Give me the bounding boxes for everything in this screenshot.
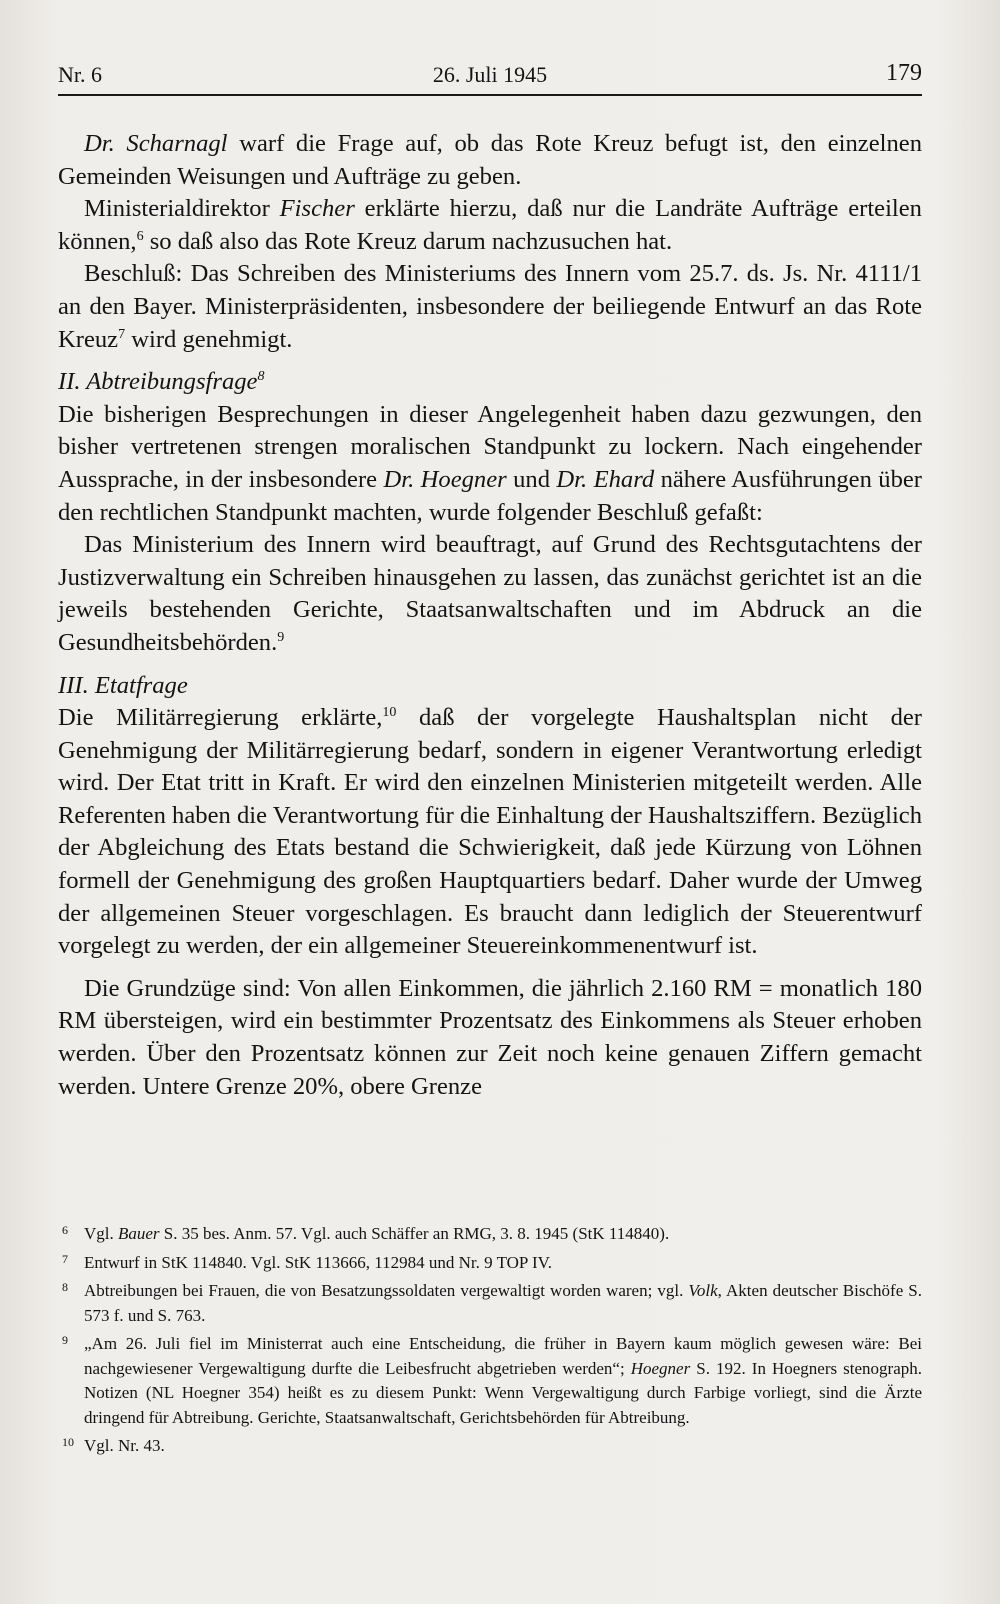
footnote: 9 „Am 26. Juli fiel im Ministerrat auch eine Entscheidung, die früher in Bayern kaum möglich gewesen wäre: Bei nachgewiesener Vergewaltigung durfte die Leibesfrucht abgetrieben werden“; Hoegner S. 192. In Hoegners stenograph. Notizen (NL Hoegner 354) heißt es zu diesem Punkt: Wenn Vergewaltigung durch Farbige vorliegt, sind die Ärzte dringend für Abtreibung. Gerichte, Staatsanwaltschaft, Gerichtsbehörden für Abtreibung. [62,1333,923,1427]
footnote-ref: 9 [277,629,285,645]
paragraph: Ministerialdirektor Fischer erklärte hierzu, daß nur die Landräte Aufträge erteilen können,$^6$ so daß also das Rote Kreuz darum nachzusuchen hat. [58,195,922,255]
person-name: Dr. Scharnagl [84,130,228,157]
paragraph: Die Grundzüge sind: Von allen Einkommen, die jährlich 2.160 RM = monatlich 180 RM übersteigen, wird ein bestimmter Prozentsatz des Einkommens als Steuer erhoben werden. Über den Prozentsatz können zur Zeit noch keine genauen Ziffern gemacht werden. Untere Grenze 20%, obere Grenze [58,974,922,1100]
footnote: 7 Entwurf in StK 114840. Vgl. StK 113666, 112984 und Nr. 9 TOP IV. [62,1251,553,1272]
paragraph: Die bisherigen Besprechungen in dieser Angelegenheit haben dazu gezwungen, den bisher vertretenen strengen moralischen Standpunkt zu lockern. Nach eingehender Aussprache, in der insbesondere Dr. Hoegner und Dr. Ehard nähere Ausführungen über den rechtlichen Standpunkt machten, wurde folgender Beschluß gefaßt: [58,400,922,526]
running-header [58,58,922,96]
footnotes [58,1222,922,1463]
paragraph: Dr. Scharnagl warf die Frage auf, ob das Rote Kreuz befugt ist, den einzelnen Gemeinden Weisungen und Aufträge zu geben. [58,130,922,190]
footnote: 6 Vgl. Bauer S. 35 bes. Anm. 57. Vgl. auch Schäffer an RMG, 3. 8. 1945 (StK 114840). [62,1223,670,1243]
issue-number: Nr. 6 [58,62,102,87]
main-text [58,128,922,1103]
paragraph: Die Militärregierung erklärte,$^{10}$ daß der vorgelegte Haushaltsplan nicht der Genehmigung der Militärregierung bedarf, sondern in eigener Verantwortung erledigt wird. Der Etat tritt in Kraft. Er wird den einzelnen Ministerien mitgeteilt werden. Alle Referenten haben die Verantwortung für die Einhaltung der Haushaltsziffern. Bezüglich der Abgleichung des Etats bestand die Schwierigkeit, daß jede Kürzung von Löhnen formell der Genehmigung des großen Hauptquartiers bedarf. Daher wurde der Umweg der allgemeinen Steuer vorgeschlagen. Es braucht dann lediglich der Steuerentwurf vorgelegt zu werden, der ein allgemeiner Steuereinkommenentwurf ist. [58,704,922,960]
section-heading: II. Abtreibungsfrage$^8$ [58,368,265,396]
footnote-ref: 7 [118,326,126,342]
person-name: Dr. Ehard [556,465,655,493]
footnote-ref: 8 [257,368,265,384]
person-name: Dr. Hoegner [383,465,507,493]
header-date: 26. Juli 1945 [432,62,548,87]
footnote-ref: 10 [382,704,397,720]
paragraph: Beschluß: Das Schreiben des Ministeriums des Innern vom 25.7. ds. Js. Nr. 4111/1 an den Bayer. Ministerpräsidenten, insbesondere der beiliegende Entwurf an das Rote Kreuz$^7$ wird genehmigt. [58,260,922,353]
footnote: 10 Vgl. Nr. 43. [62,1435,165,1455]
person-name: Fischer [279,195,355,223]
page-number: 179 [886,60,922,86]
paragraph: Das Ministerium des Innern wird beauftragt, auf Grund des Rechtsgutachtens der Justizverwaltung ein Schreiben hinausgehen zu lassen, das zunächst gerichtet ist an die jeweils bestehenden Gerichte, Staatsanwaltschaften und im Abdruck an die Gesundheitsbehörden.$^9$ [58,531,922,656]
footnote: 8 Abtreibungen bei Frauen, die von Besatzungssoldaten vergewaltigt worden waren; vgl. Volk, Akten deutscher Bischöfe S. 573 f. und S. 763. [62,1280,922,1325]
footnote-ref: 6 [136,228,144,244]
section-heading: III. Etatfrage [58,671,188,699]
